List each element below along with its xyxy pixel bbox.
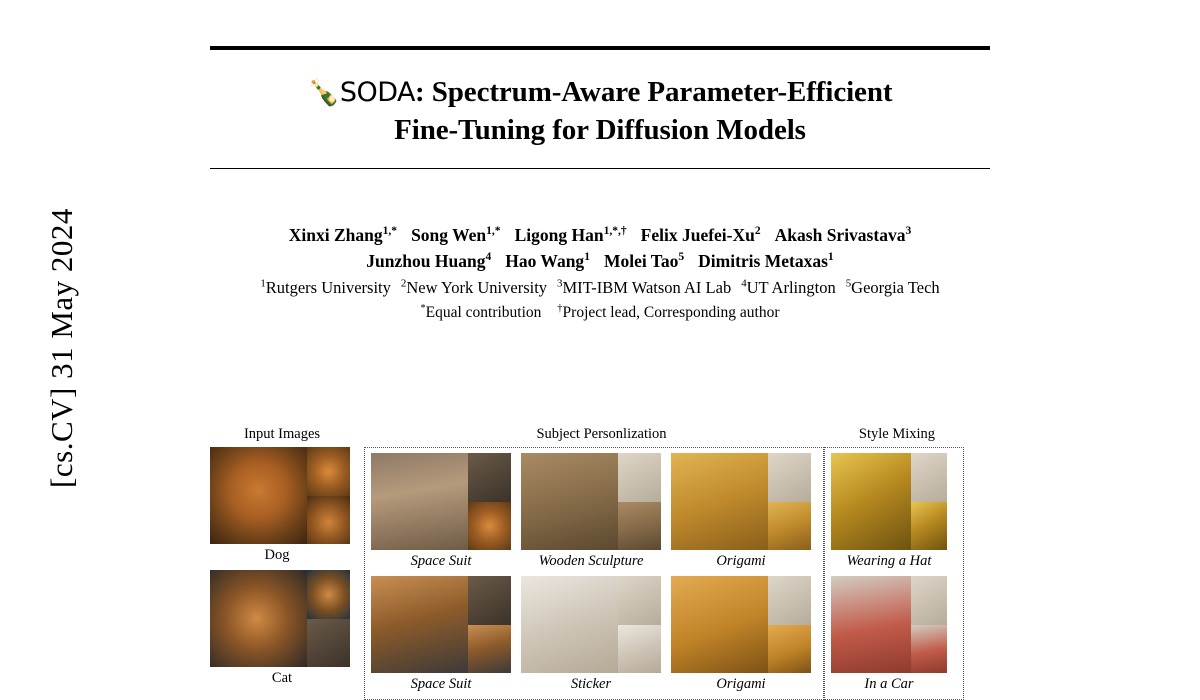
image-thumb <box>911 453 947 502</box>
image-thumb <box>618 625 661 674</box>
caption-sticker: Sticker <box>570 676 612 692</box>
image-main <box>521 576 618 673</box>
image-thumb <box>768 625 811 674</box>
caption-in-a-car: In a Car <box>864 676 914 692</box>
style-cell-in-a-car <box>831 576 947 693</box>
arxiv-stamp: [cs.CV] 31 May 2024 <box>44 208 79 488</box>
input-images-column <box>210 447 354 687</box>
image-tile <box>210 447 350 544</box>
affiliation: $^1$Rutgers University <box>260 277 391 298</box>
image-tile <box>671 453 811 550</box>
style-row-dog <box>831 453 957 570</box>
image-main <box>210 570 307 667</box>
image-tile <box>521 576 661 673</box>
caption-input-dog: Dog <box>264 547 290 563</box>
author-note: *Equal contribution <box>420 302 542 321</box>
image-main <box>671 453 768 550</box>
image-main <box>671 576 768 673</box>
soda-bottle-icon: 🍾 <box>307 78 340 108</box>
author-line-2 <box>210 249 990 274</box>
title-soda-word: SODA <box>339 77 416 108</box>
image-side-stack <box>468 453 511 550</box>
caption-space-suit-cat: Space Suit <box>410 676 472 692</box>
image-main <box>831 576 911 673</box>
caption-origami-cat: Origami <box>716 676 766 692</box>
author-line-1 <box>210 223 990 248</box>
image-thumb <box>468 453 511 502</box>
header-style-mixing: Style Mixing <box>858 426 936 442</box>
image-tile <box>371 453 511 550</box>
affiliation: $^5$Georgia Tech <box>845 277 940 298</box>
image-thumb <box>768 576 811 625</box>
image-thumb <box>911 625 947 674</box>
subject-row-dog <box>371 453 817 570</box>
subject-cell-space-suit-cat <box>371 576 511 693</box>
subject-row-cat <box>371 576 817 693</box>
subject-cell-origami-cat <box>671 576 811 693</box>
page-title <box>210 74 990 150</box>
image-tile <box>671 576 811 673</box>
caption-wearing-a-hat: Wearing a Hat <box>846 553 932 569</box>
image-thumb <box>307 496 350 545</box>
image-side-stack <box>618 576 661 673</box>
image-main <box>831 453 911 550</box>
image-tile <box>831 576 947 673</box>
title-rest: : Spectrum-Aware Parameter-Efficient <box>415 76 893 108</box>
title-top-rule <box>210 46 990 50</box>
author: Junzhou Huang$^4$ <box>366 250 492 271</box>
affiliation: $^4$UT Arlington <box>741 277 836 298</box>
author: Hao Wang$^1$ <box>505 250 590 271</box>
style-mixing-panel <box>824 447 964 700</box>
figure-body <box>210 447 990 700</box>
image-side-stack <box>911 576 947 673</box>
image-thumb <box>468 625 511 674</box>
subject-cell-space-suit <box>371 453 511 570</box>
image-side-stack <box>307 447 350 544</box>
subject-cell-wooden-sculpture <box>521 453 661 570</box>
image-main <box>521 453 618 550</box>
image-side-stack <box>468 576 511 673</box>
author: Ligong Han$^{1,*,\dagger}$ <box>514 225 627 246</box>
image-thumb <box>468 576 511 625</box>
image-thumb <box>307 570 350 619</box>
image-side-stack <box>307 570 350 667</box>
header-input-images: Input Images <box>243 426 321 442</box>
author: Felix Juefei-Xu$^2$ <box>640 225 761 246</box>
author: Xinxi Zhang$^{1,*}$ <box>288 225 398 246</box>
image-main <box>371 453 468 550</box>
subject-cell-sticker <box>521 576 661 693</box>
teaser-figure <box>210 425 990 700</box>
caption-space-suit: Space Suit <box>410 553 472 569</box>
author: Dimitris Metaxas$^1$ <box>698 250 834 271</box>
image-main <box>371 576 468 673</box>
image-thumb <box>307 447 350 496</box>
caption-origami: Origami <box>716 553 766 569</box>
affiliation: $^2$New York University <box>400 277 548 298</box>
image-thumb <box>468 502 511 551</box>
author-block <box>210 223 990 324</box>
image-thumb <box>618 453 661 502</box>
header-subject-personalization: Subject Personlization <box>536 426 667 442</box>
image-side-stack <box>768 576 811 673</box>
image-side-stack <box>618 453 661 550</box>
image-thumb <box>768 502 811 551</box>
image-thumb <box>618 502 661 551</box>
input-cell-dog <box>210 447 344 564</box>
image-tile <box>210 570 350 667</box>
author-notes <box>210 301 990 324</box>
author-note: †Project lead, Corresponding author <box>557 302 780 321</box>
image-thumb <box>911 576 947 625</box>
subject-personalization-panel <box>364 447 824 700</box>
author: Molei Tao$^5$ <box>603 250 685 271</box>
style-cell-wearing-a-hat <box>831 453 947 570</box>
image-thumb <box>307 619 350 668</box>
affiliation-line <box>210 276 990 301</box>
subject-cell-origami <box>671 453 811 570</box>
image-side-stack <box>911 453 947 550</box>
image-main <box>210 447 307 544</box>
image-tile <box>371 576 511 673</box>
caption-input-cat: Cat <box>271 670 293 686</box>
affiliation: $^3$MIT-IBM Watson AI Lab <box>557 277 732 298</box>
image-thumb <box>618 576 661 625</box>
image-thumb <box>768 453 811 502</box>
title-bottom-rule <box>210 168 990 170</box>
input-cell-cat <box>210 570 354 687</box>
image-thumb <box>911 502 947 551</box>
image-tile <box>831 453 947 550</box>
image-side-stack <box>768 453 811 550</box>
image-tile <box>521 453 661 550</box>
author: Akash Srivastava$^3$ <box>774 225 912 246</box>
caption-wooden-sculpture: Wooden Sculpture <box>538 553 644 569</box>
style-row-cat <box>831 576 957 693</box>
figure-column-headers <box>210 425 990 443</box>
author: Song Wen$^{1,*}$ <box>411 225 501 246</box>
title-line-2: Fine-Tuning for Diffusion Models <box>394 113 806 146</box>
paper-column <box>210 0 990 692</box>
